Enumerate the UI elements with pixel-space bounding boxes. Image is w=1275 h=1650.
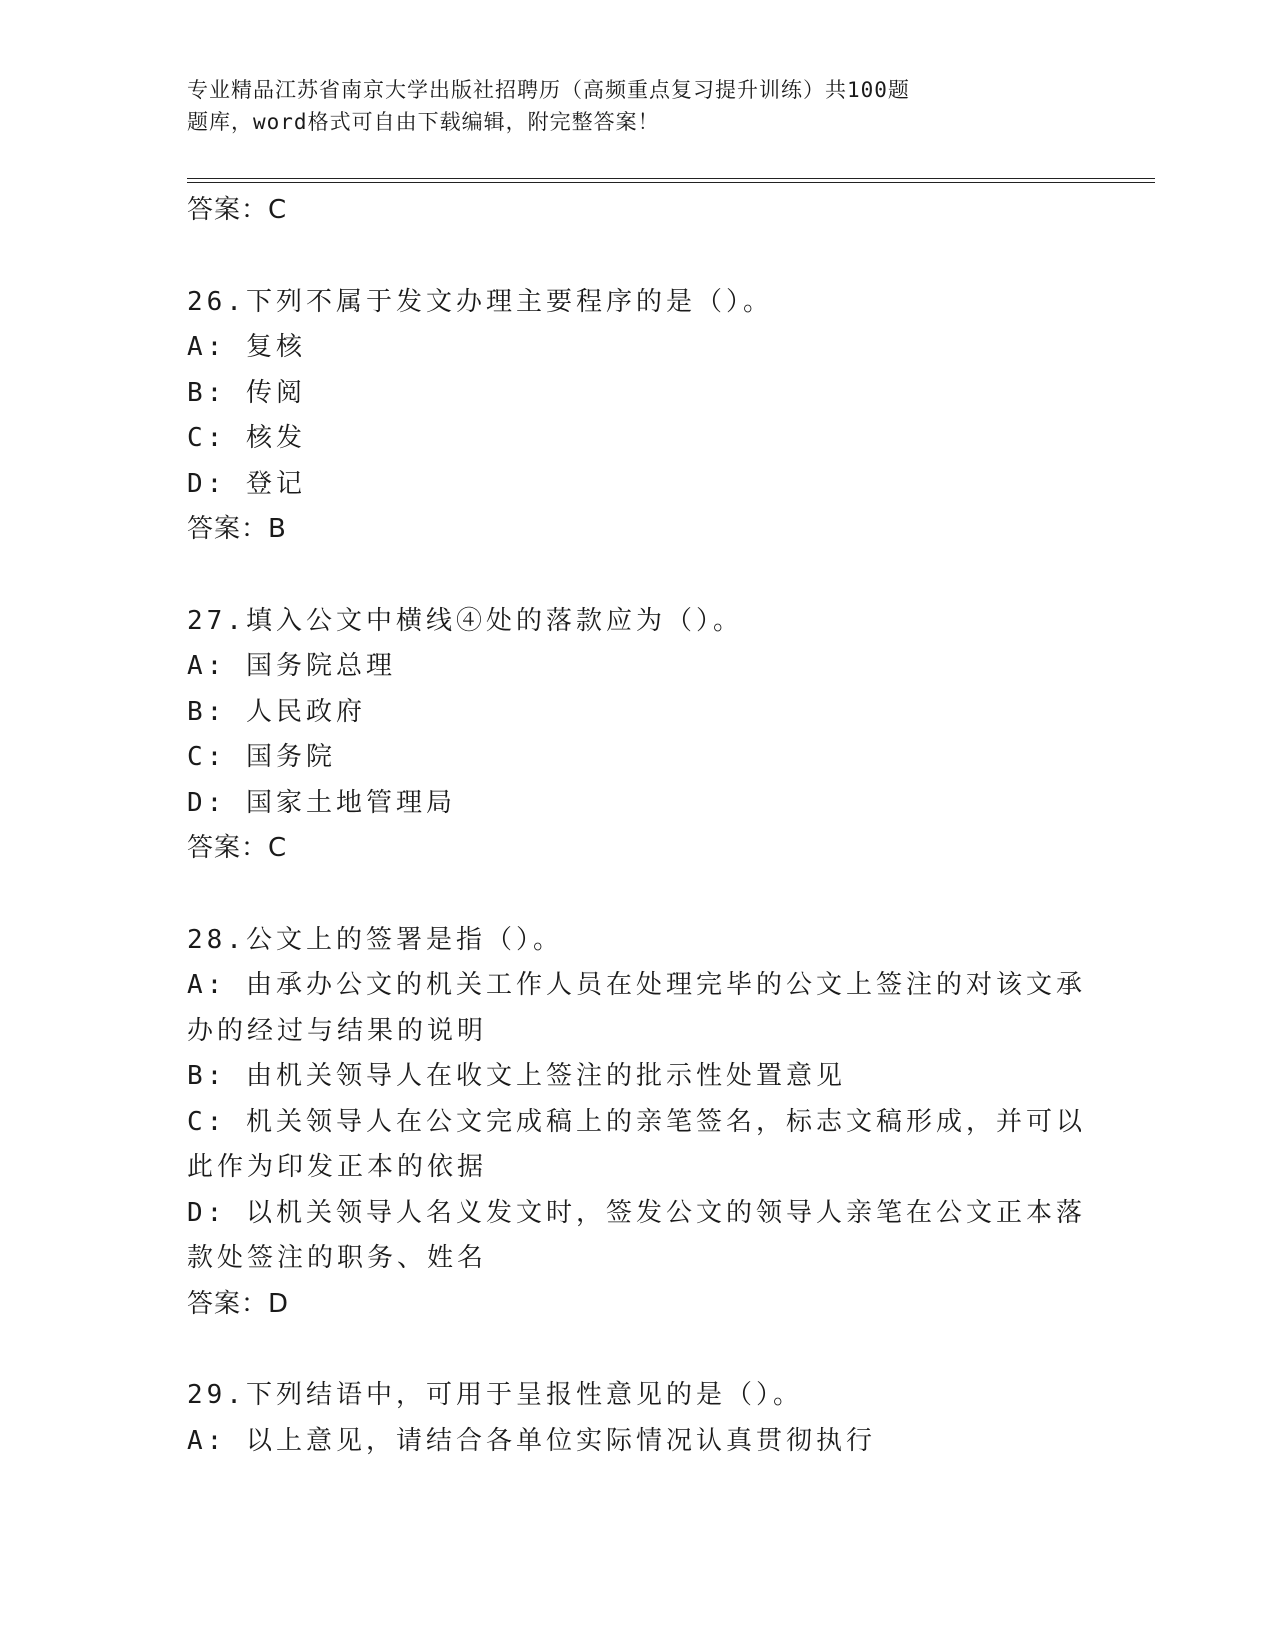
question-28 xyxy=(187,918,1087,1328)
option-d: D: 国家土地管理局 xyxy=(187,787,456,818)
option-b: B: 传阅 xyxy=(187,377,306,408)
option-c: C: 机关领导人在公文完成稿上的亲笔签名，标志文稿形成，并可以此作为印发正本的依据 xyxy=(187,1106,1086,1182)
option-d: D: 以机关领导人名义发文时，签发公文的领导人亲笔在公文正本落款处签注的职务、姓名 xyxy=(187,1197,1086,1273)
option-c: C: 核发 xyxy=(187,423,306,453)
question-27 xyxy=(187,599,1087,872)
header-divider xyxy=(187,178,1155,183)
answer-label: 答案：C xyxy=(187,833,288,863)
question-title: 28.公文上的签署是指（）。 xyxy=(187,924,563,955)
option-a: A: 由承办公文的机关工作人员在处理完毕的公文上签注的对该文承办的经过与结果的说明 xyxy=(187,970,1086,1046)
question-29 xyxy=(187,1373,1087,1464)
answer-label: 答案：C xyxy=(187,195,288,225)
question-list xyxy=(187,188,1087,1464)
option-b: B: 人民政府 xyxy=(187,696,366,727)
option-c: C: 国务院 xyxy=(187,742,336,772)
answer-label: 答案：D xyxy=(187,1288,290,1319)
question-title: 26.下列不属于发文办理主要程序的是（）。 xyxy=(187,286,773,317)
header-line-2: 题库，word格式可自由下载编辑，附完整答案！ xyxy=(187,110,660,134)
option-a: A: 国务院总理 xyxy=(187,651,396,681)
answer-label: 答案：B xyxy=(187,514,287,544)
header-line-1: 专业精品江苏省南京大学出版社招聘历（高频重点复习提升训练）共100题 xyxy=(187,78,910,102)
option-a: A: 复核 xyxy=(187,332,306,362)
document-header xyxy=(187,74,1007,138)
option-d: D: 登记 xyxy=(187,468,306,499)
option-a: A: 以上意见，请结合各单位实际情况认真贯彻执行 xyxy=(187,1425,876,1456)
question-title: 27.填入公文中横线④处的落款应为（）。 xyxy=(187,605,743,636)
question-title: 29.下列结语中，可用于呈报性意见的是（）。 xyxy=(187,1380,803,1410)
option-b: B: 由机关领导人在收文上签注的批示性处置意见 xyxy=(187,1061,846,1091)
question-26 xyxy=(187,280,1087,553)
